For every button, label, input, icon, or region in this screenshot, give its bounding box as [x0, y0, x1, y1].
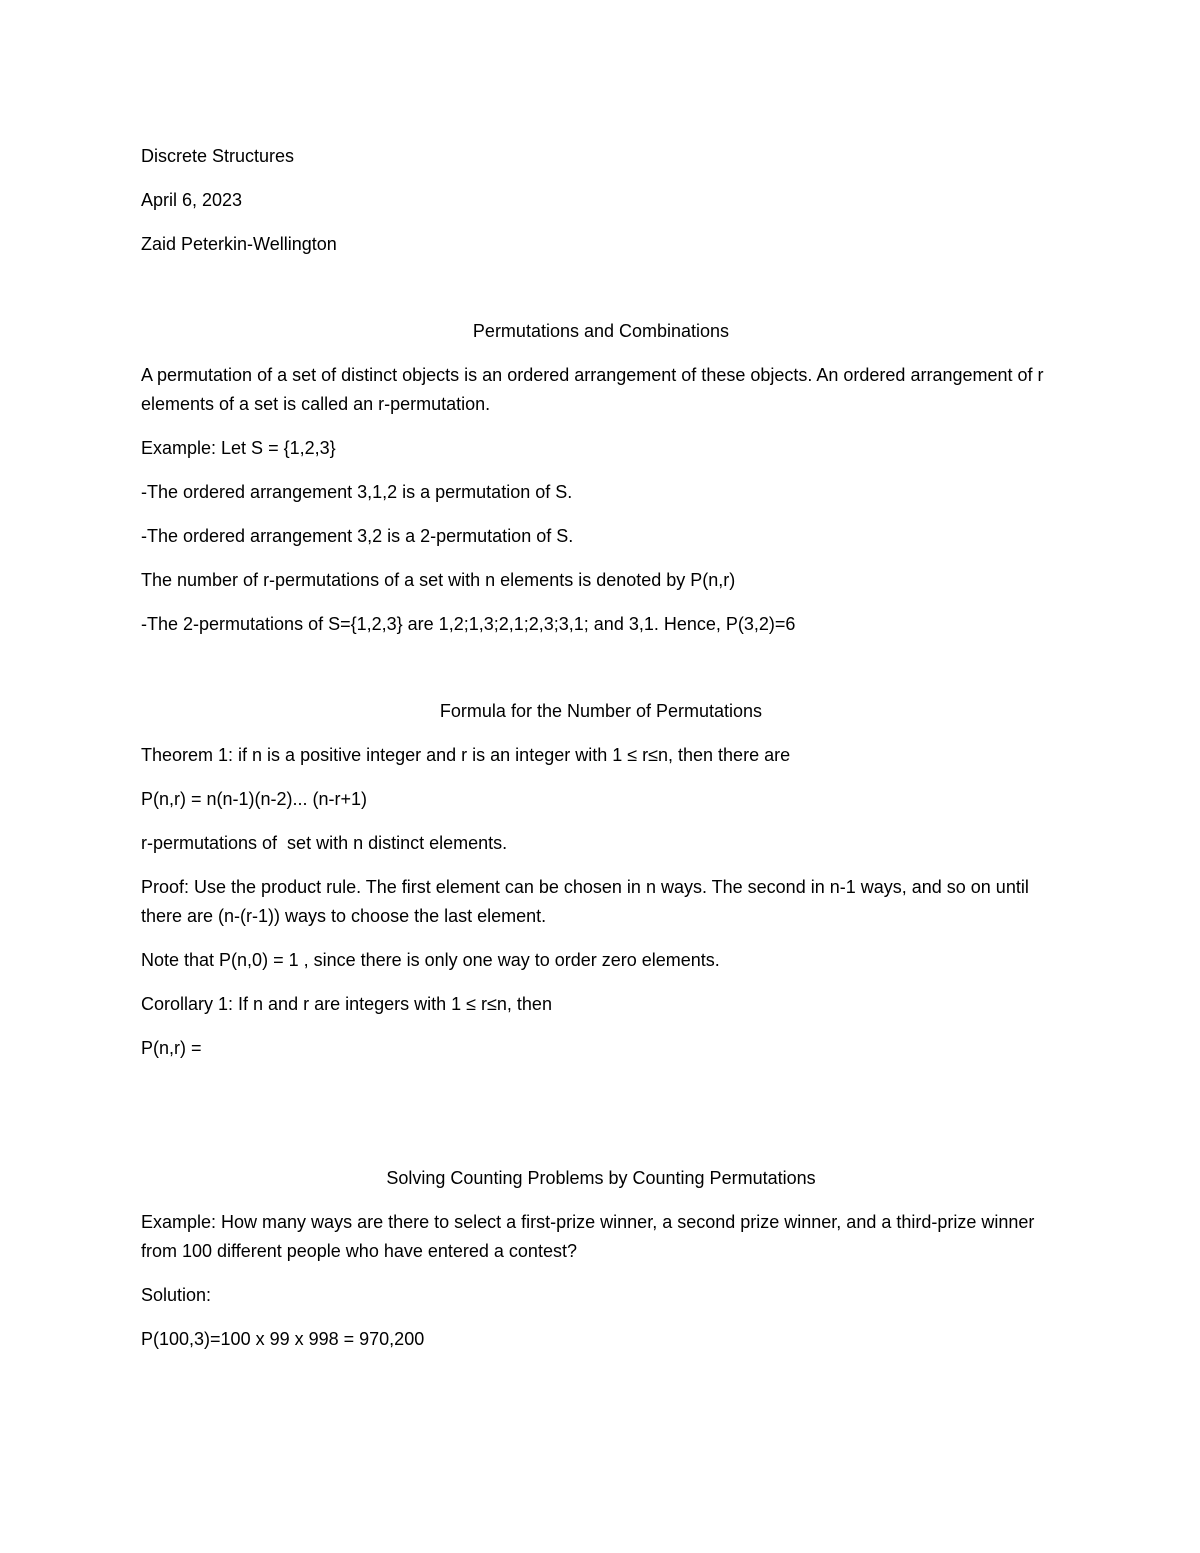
corollary-statement: Corollary 1: If n and r are integers with 1 ≤ r≤n, then: [141, 994, 552, 1014]
section-title-permutations: Permutations and Combinations: [472, 321, 730, 341]
section-title-counting: Solving Counting Problems by Counting Permutations: [386, 1168, 816, 1188]
permutation-formula: P(n,r) = n(n-1)(n-2)... (n-r+1): [141, 789, 368, 809]
solution-label: Solution:: [141, 1285, 212, 1305]
example-permutation: -The ordered arrangement 3,1,2 is a permutation of S.: [141, 482, 573, 502]
notation-statement: The number of r-permutations of a set with n elements is denoted by P(n,r): [141, 570, 736, 590]
example-set: Example: Let S = {1,2,3}: [141, 438, 336, 458]
permutation-definition: A permutation of a set of distinct objects is an ordered arrangement of these objects. An ordered arrangement of r elements of a set is called an r-permutation.: [141, 365, 1049, 414]
author-name: Zaid Peterkin-Wellington: [141, 234, 337, 254]
course-name: Discrete Structures: [141, 146, 295, 166]
solution-computation: P(100,3)=100 x 99 x 998 = 970,200: [141, 1329, 425, 1349]
formula-tail: r-permutations of set with n distinct elements.: [141, 833, 508, 853]
note-paragraph: Note that P(n,0) = 1 , since there is only one way to order zero elements.: [141, 950, 720, 970]
counting-example: Example: How many ways are there to select a first-prize winner, a second prize winner, and a third-prize winner from 100 different people who have entered a contest?: [141, 1212, 1040, 1261]
document-date: April 6, 2023: [141, 190, 243, 210]
theorem-statement: Theorem 1: if n is a positive integer and r is an integer with 1 ≤ r≤n, then there are: [141, 745, 791, 765]
proof-paragraph: Proof: Use the product rule. The first element can be chosen in n ways. The second in n-1 ways, and so on until there are (n-(r-1)) ways to choose the last element.: [141, 877, 1034, 926]
document-body: [141, 142, 1061, 1354]
example-2-permutation: -The ordered arrangement 3,2 is a 2-permutation of S.: [141, 526, 574, 546]
example-2-permutations-list: -The 2-permutations of S={1,2,3} are 1,2;1,3;2,1;2,3;3,1; and 3,1. Hence, P(3,2)=6: [141, 614, 796, 634]
corollary-formula: P(n,r) =: [141, 1038, 202, 1058]
section-title-formula: Formula for the Number of Permutations: [439, 701, 763, 721]
